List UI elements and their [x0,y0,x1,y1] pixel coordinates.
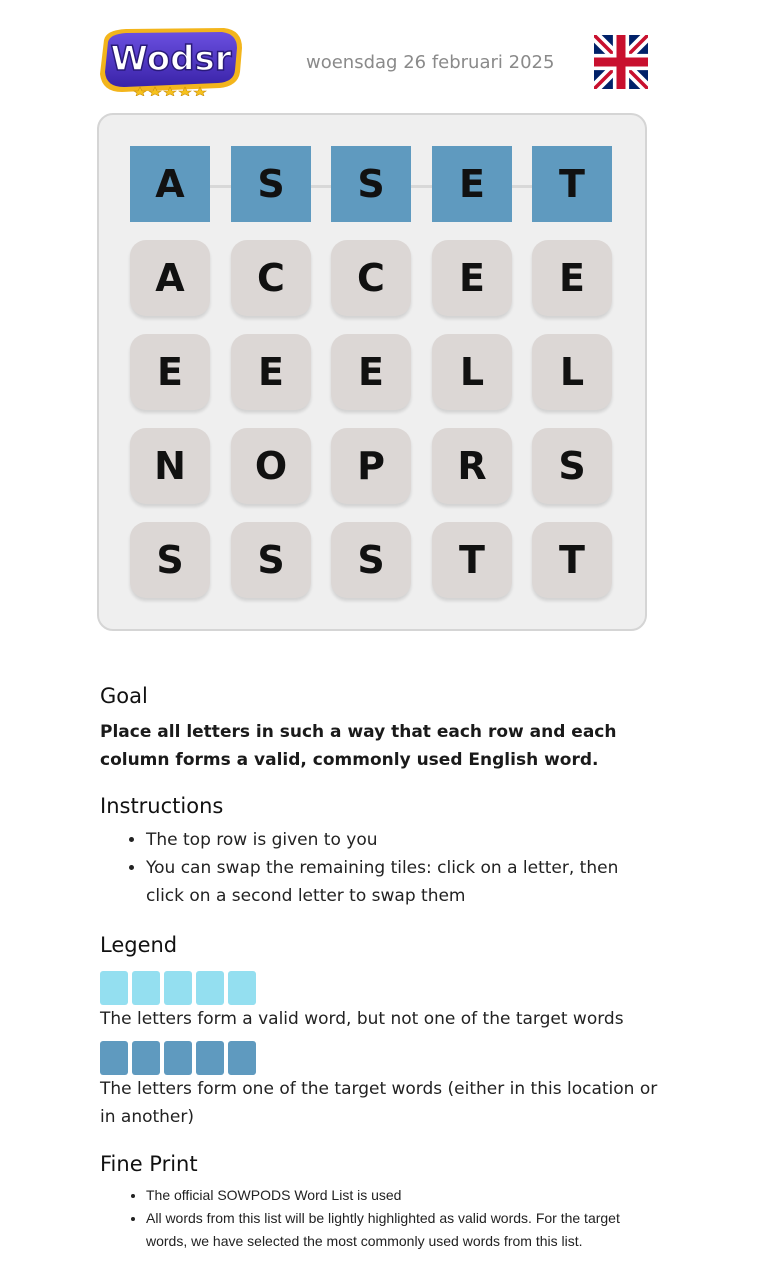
letter-tile[interactable]: O [231,428,311,504]
legend-valid-swatch [100,971,660,1005]
given-tile: T [532,146,612,222]
given-tile: A [130,146,210,222]
given-tile: S [331,146,411,222]
instruction-item: • You can swap the remaining tiles: click on a letter, then click on a second letter to swap them [146,854,660,910]
legend-valid-square [100,971,128,1005]
goal-section [100,684,660,774]
wodsr-logo [96,26,244,96]
fine-print-item: • All words from this list will be lightly highlighted as valid words. For the target words, we have selected the most commonly used words from this list. [146,1207,660,1253]
legend-target-swatch [100,1041,660,1075]
letter-tile[interactable]: L [432,334,512,410]
puzzle-board [97,113,647,631]
letter-tile[interactable]: A [130,240,210,316]
letter-tile[interactable]: E [532,240,612,316]
instructions-heading: Instructions [100,794,224,818]
instructions-section [100,794,660,910]
letter-tile[interactable]: C [231,240,311,316]
letter-tile[interactable]: L [532,334,612,410]
legend-target-square [132,1041,160,1075]
legend-target-text: The letters form one of the target words (either in this location or in another) [100,1079,658,1127]
letter-tile[interactable]: E [331,334,411,410]
fine-print-item: • The official SOWPODS Word List is used [146,1184,660,1207]
letter-tile[interactable]: S [231,522,311,598]
letter-tile[interactable]: C [331,240,411,316]
letter-tile[interactable]: T [432,522,512,598]
goal-heading: Goal [100,684,148,708]
letter-tile[interactable]: T [532,522,612,598]
letter-tile[interactable]: N [130,428,210,504]
given-tile: S [231,146,311,222]
legend-target-square [228,1041,256,1075]
header [96,26,648,98]
letter-tile[interactable]: E [231,334,311,410]
legend-section [100,933,660,1131]
legend-target-square [164,1041,192,1075]
date-label: woensdag 26 februari 2025 [306,52,555,73]
legend-valid-square [164,971,192,1005]
letter-tile[interactable]: S [130,522,210,598]
legend-heading: Legend [100,933,178,957]
fine-print-list [100,1184,660,1253]
letter-tile[interactable]: S [532,428,612,504]
fine-print-section [100,1152,660,1253]
logo-text: Wodsr [110,39,232,79]
letter-tile[interactable]: P [331,428,411,504]
letter-tile[interactable]: R [432,428,512,504]
uk-flag-icon[interactable] [594,35,648,89]
given-tile: E [432,146,512,222]
letter-tile[interactable]: E [130,334,210,410]
instructions-list [100,826,660,910]
instruction-item: • The top row is given to you [146,826,660,854]
legend-valid-square [228,971,256,1005]
letter-tile[interactable]: S [331,522,411,598]
legend-valid-text: The letters form a valid word, but not one of the target words [100,1009,624,1029]
legend-valid-square [196,971,224,1005]
legend-target-square [196,1041,224,1075]
legend-target-square [100,1041,128,1075]
letter-tile[interactable]: E [432,240,512,316]
fine-print-heading: Fine Print [100,1152,198,1176]
goal-text: Place all letters in such a way that each row and each column forms a valid, commonly used English word. [100,722,617,770]
legend-valid-square [132,971,160,1005]
